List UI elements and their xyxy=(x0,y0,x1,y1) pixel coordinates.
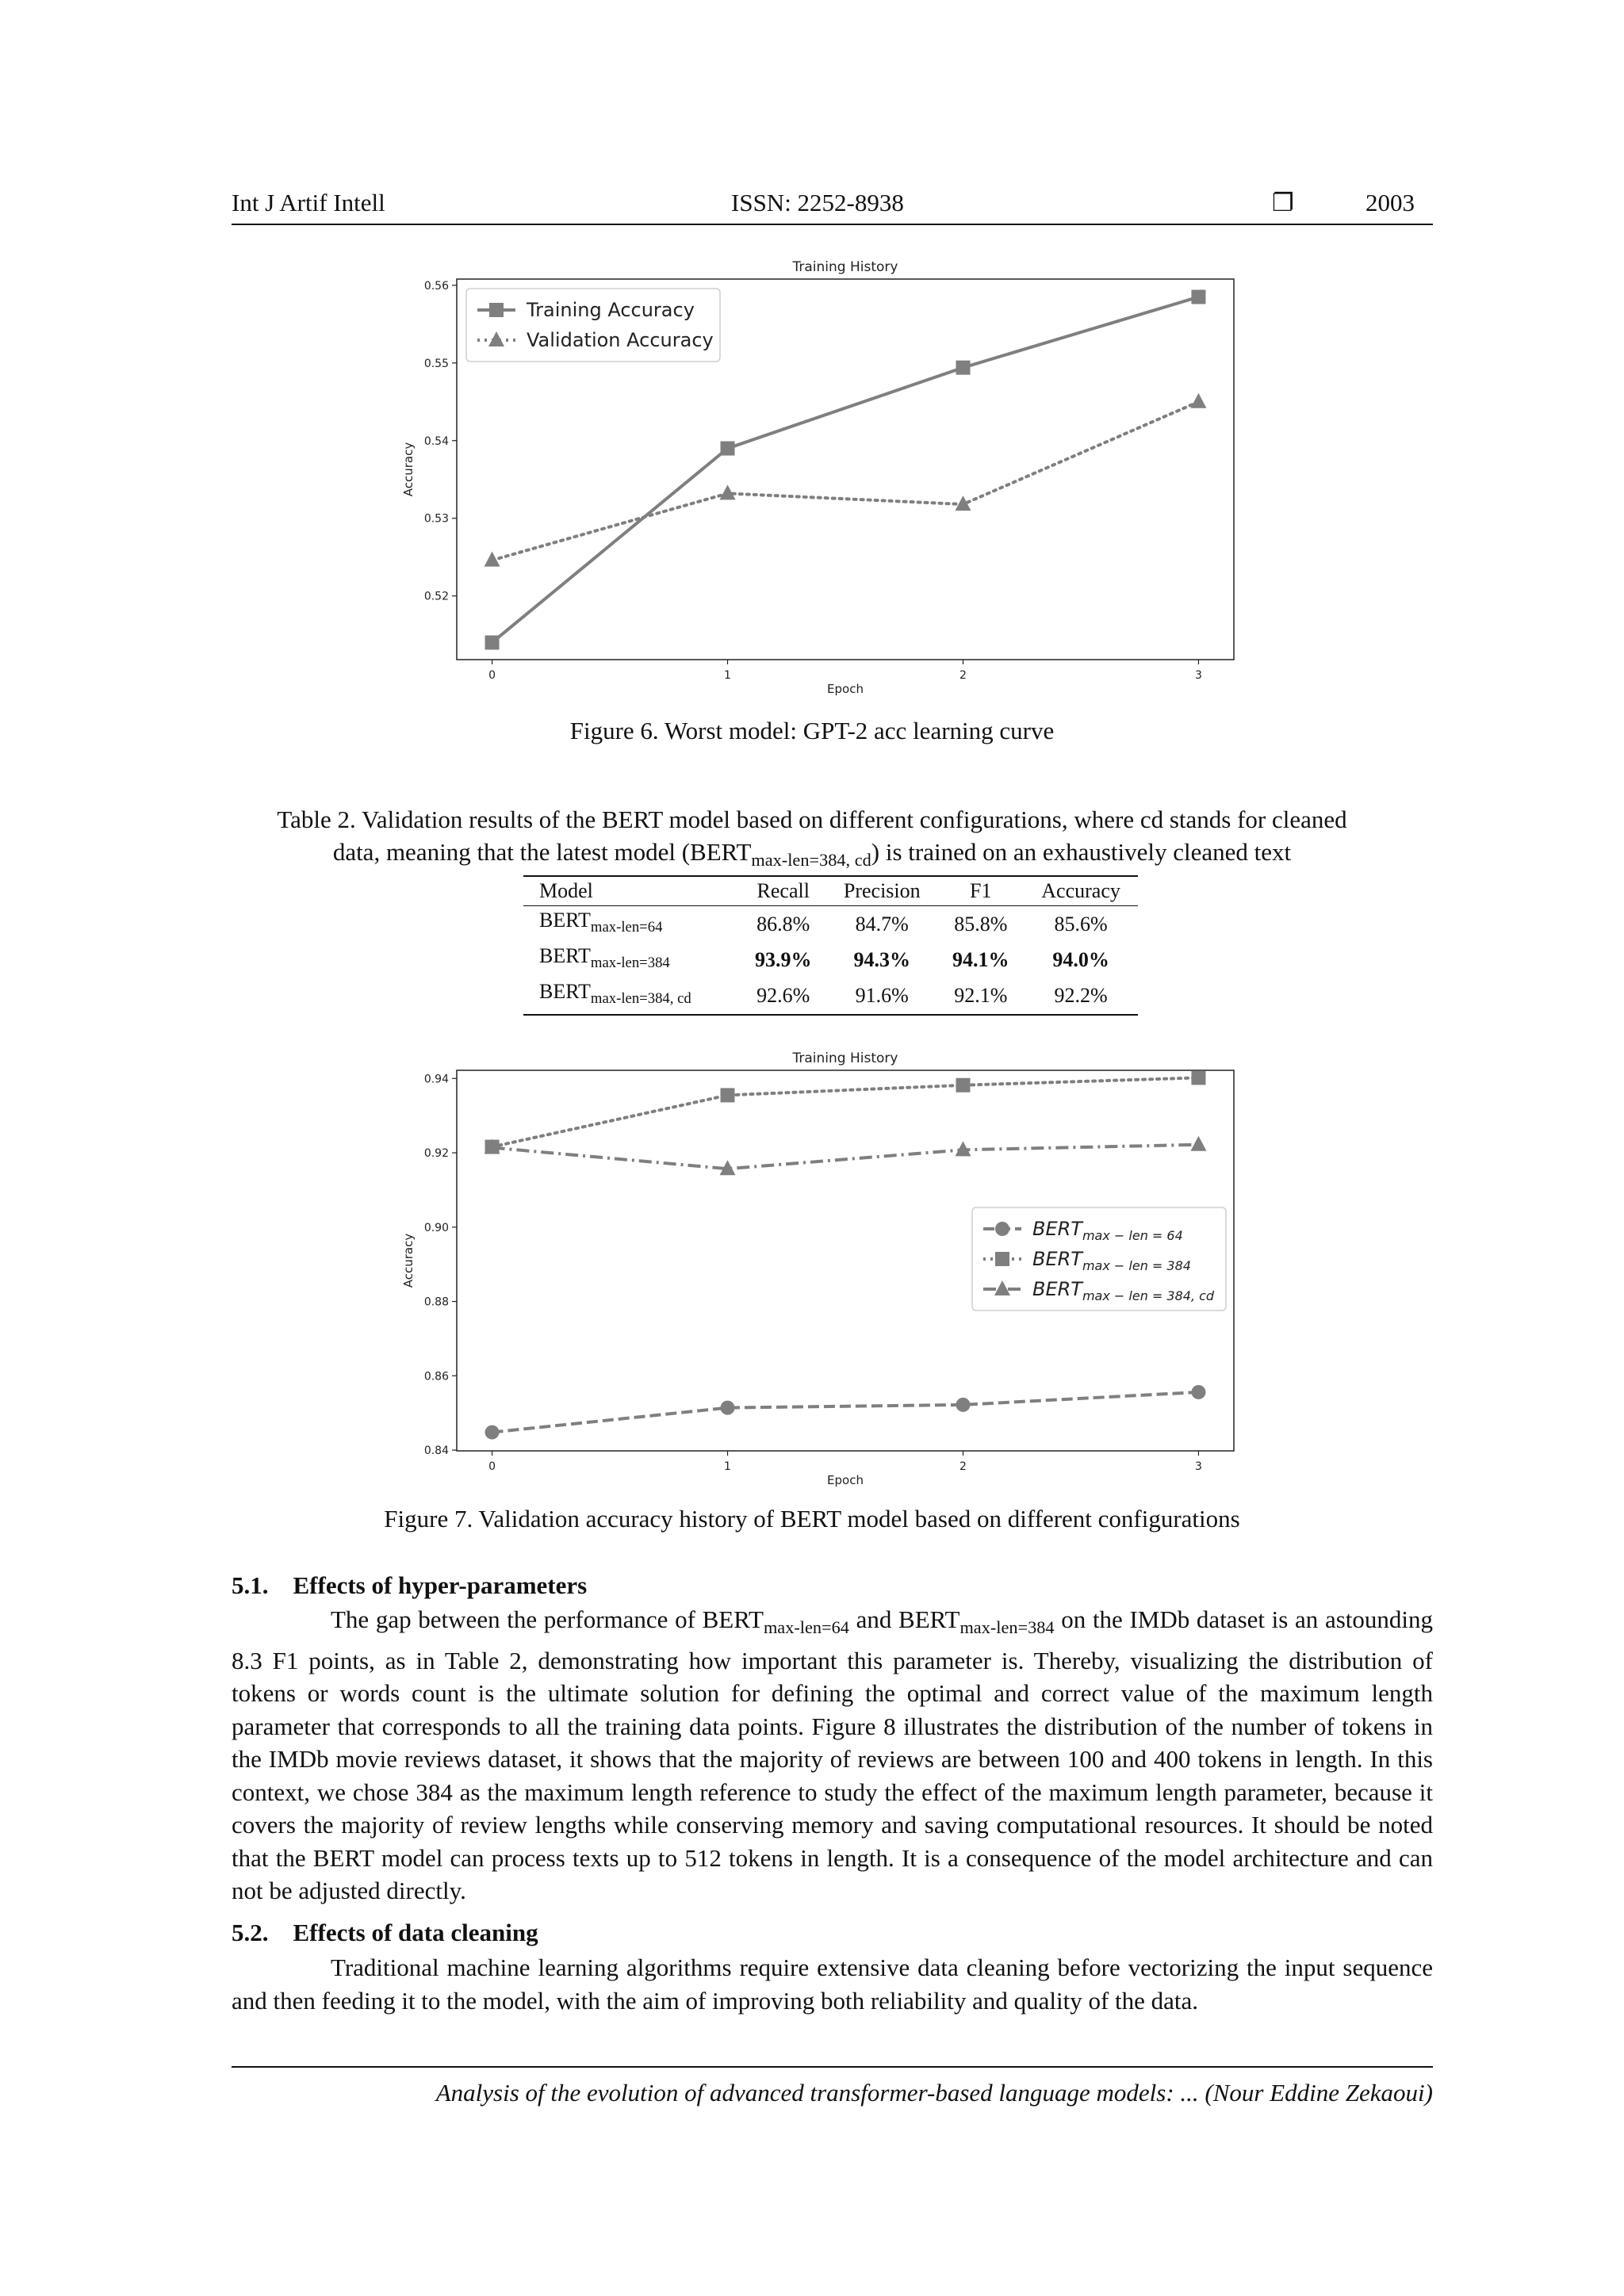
col-header-precision: Precision xyxy=(843,879,921,902)
figure7-caption: Figure 7. Validation accuracy history of BERT model based on different configurations xyxy=(384,1505,1240,1533)
y-tick-label: 0.84 xyxy=(423,1445,449,1458)
figure6-caption: Figure 6. Worst model: GPT-2 acc learning curve xyxy=(569,717,1055,744)
cell-recall: 86.8% xyxy=(756,912,810,936)
y-tick-label: 0.52 xyxy=(423,590,449,603)
col-header-model: Model xyxy=(539,879,593,902)
header-box-icon: ❐ xyxy=(1272,189,1294,216)
cell-accuracy: 85.6% xyxy=(1054,912,1108,936)
col-header-f1: F1 xyxy=(970,879,992,902)
y-axis-label: Accuracy xyxy=(401,1233,416,1288)
page-number: 2003 xyxy=(1365,189,1415,216)
cell-model: $BERT_{max-len=64}$ xyxy=(539,909,663,936)
y-tick-label: 0.94 xyxy=(423,1073,449,1086)
data-point-square xyxy=(1191,290,1205,304)
col-header-recall: Recall xyxy=(756,879,810,902)
table-row xyxy=(523,942,1138,978)
section-5-2-paragraph: Traditional machine learning algorithms require extensive data cleaning before vectorizing the input sequence and then feeding it to the model, with the aim of improving both reliability and quality of the data. xyxy=(232,1954,1433,2015)
y-tick-label: 0.92 xyxy=(423,1147,449,1161)
running-footer: Analysis of the evolution of advanced transformer-based language models: ... (Nour Eddine Zekaoui) xyxy=(435,2079,1433,2107)
y-tick-label: 0.88 xyxy=(423,1295,449,1309)
cell-recall: 93.9% xyxy=(754,947,812,971)
chart-title: Training History xyxy=(792,1050,898,1066)
cell-recall: 92.6% xyxy=(756,983,810,1007)
y-tick-label: 0.56 xyxy=(423,279,449,293)
cell-precision: 94.3% xyxy=(853,947,910,971)
x-tick-label: 2 xyxy=(959,669,967,682)
data-point-square xyxy=(956,361,970,375)
series-line xyxy=(492,1392,1199,1433)
table2-caption-line1: Table 2. Validation results of the BERT model based on different configurations, where cd stands for cleaned xyxy=(277,806,1347,833)
chart-title: Training History xyxy=(792,259,898,275)
cell-accuracy: 94.0% xyxy=(1052,947,1109,971)
data-point-triangle xyxy=(1190,393,1206,408)
cell-f1: 85.8% xyxy=(954,912,1008,936)
running-header-issn: ISSN: 2252-8938 xyxy=(731,189,904,216)
x-tick-label: 3 xyxy=(1194,1460,1202,1473)
x-axis-label: Epoch xyxy=(827,682,864,696)
legend-label: Validation Accuracy xyxy=(527,329,714,351)
x-tick-label: 0 xyxy=(488,1460,496,1473)
y-tick-label: 0.90 xyxy=(423,1221,449,1234)
data-point-circle xyxy=(485,1425,500,1440)
cell-precision: 91.6% xyxy=(855,983,909,1007)
series-line xyxy=(492,1145,1199,1169)
y-tick-label: 0.86 xyxy=(423,1370,449,1383)
data-point-square xyxy=(485,635,500,649)
data-point-circle xyxy=(956,1398,970,1412)
legend-label: $BERT_{max - len = 384, cd}$ xyxy=(1032,1278,1215,1303)
legend-marker-square xyxy=(489,303,504,317)
table2 xyxy=(523,875,1138,1016)
cell-model: $BERT_{max-len=384}$ xyxy=(539,944,670,972)
legend-marker-circle xyxy=(995,1222,1009,1236)
x-tick-label: 1 xyxy=(724,1460,731,1473)
header-rule xyxy=(232,224,1433,225)
y-tick-label: 0.53 xyxy=(423,512,449,526)
y-tick-label: 0.54 xyxy=(423,434,449,448)
figure6-chart xyxy=(381,252,1285,704)
series-line xyxy=(492,1077,1199,1146)
data-point-square xyxy=(1191,1070,1205,1085)
legend-label: Training Accuracy xyxy=(527,299,695,321)
data-point-circle xyxy=(1191,1385,1205,1399)
y-tick-label: 0.55 xyxy=(423,357,449,370)
table-header-row xyxy=(523,876,1138,906)
data-point-triangle xyxy=(1190,1136,1206,1151)
section-heading-5-2: 5.2. Effects of data cleaning xyxy=(232,1919,538,1946)
col-header-accuracy: Accuracy xyxy=(1041,879,1120,902)
cell-f1: 92.1% xyxy=(954,983,1008,1007)
data-point-square xyxy=(721,1088,735,1102)
table-row xyxy=(523,978,1138,1014)
cell-precision: 84.7% xyxy=(855,912,909,936)
cell-f1: 94.1% xyxy=(952,947,1009,971)
legend-label: $BERT_{max - len = 384}$ xyxy=(1032,1248,1191,1273)
legend-marker-square xyxy=(995,1252,1009,1266)
section-5-1-paragraph: The gap between the performance of $BERT_{max-len=64}$ and $BERT_{max-len=384}$ on the IMDb dataset is an astounding 8.3 F1 points, as in Table 2, demonstrating how important this parameter is. Thereby, visualizing the distribution of tokens or words count is the ultimate solution for defining the optimal and correct value of the maximum length parameter that corresponds to all the training data points. Figure 8 illustrates the distribution of the number of tokens in the IMDb movie reviews dataset, it shows that the majority of reviews are between 100 and 400 tokens in length. In this context, we chose 384 as the maximum length reference to study the effect of the maximum length parameter, because it covers the majority of review lengths while conserving memory and saving computational resources. It should be noted that the BERT model can process texts up to 512 tokens in length. It is a consequence of the model architecture and can not be adjusted directly. xyxy=(232,1605,1434,1905)
x-tick-label: 2 xyxy=(959,1460,967,1473)
figure7-chart xyxy=(381,1043,1285,1495)
running-header-journal: Int J Artif Intell xyxy=(232,189,385,216)
x-axis-label: Epoch xyxy=(827,1473,864,1487)
data-point-square xyxy=(721,442,735,456)
x-tick-label: 3 xyxy=(1194,669,1202,682)
cell-accuracy: 92.2% xyxy=(1054,983,1108,1007)
x-tick-label: 0 xyxy=(488,669,496,682)
data-point-circle xyxy=(721,1401,735,1415)
table-row xyxy=(523,906,1138,943)
footer-rule xyxy=(232,2066,1433,2068)
x-tick-label: 1 xyxy=(724,669,731,682)
series-line xyxy=(492,402,1199,561)
legend-label: $BERT_{max - len = 64}$ xyxy=(1032,1218,1183,1243)
section-heading-5-1: 5.1. Effects of hyper-parameters xyxy=(232,1571,588,1599)
cell-model: $BERT_{max-len=384, cd}$ xyxy=(539,980,691,1008)
y-axis-label: Accuracy xyxy=(401,442,416,497)
data-point-square xyxy=(956,1078,970,1093)
table2-caption-line2: data, meaning that the latest model $(BERT_{max-len=384, cd})$ is trained on an exhaustively cleaned text xyxy=(332,838,1292,871)
